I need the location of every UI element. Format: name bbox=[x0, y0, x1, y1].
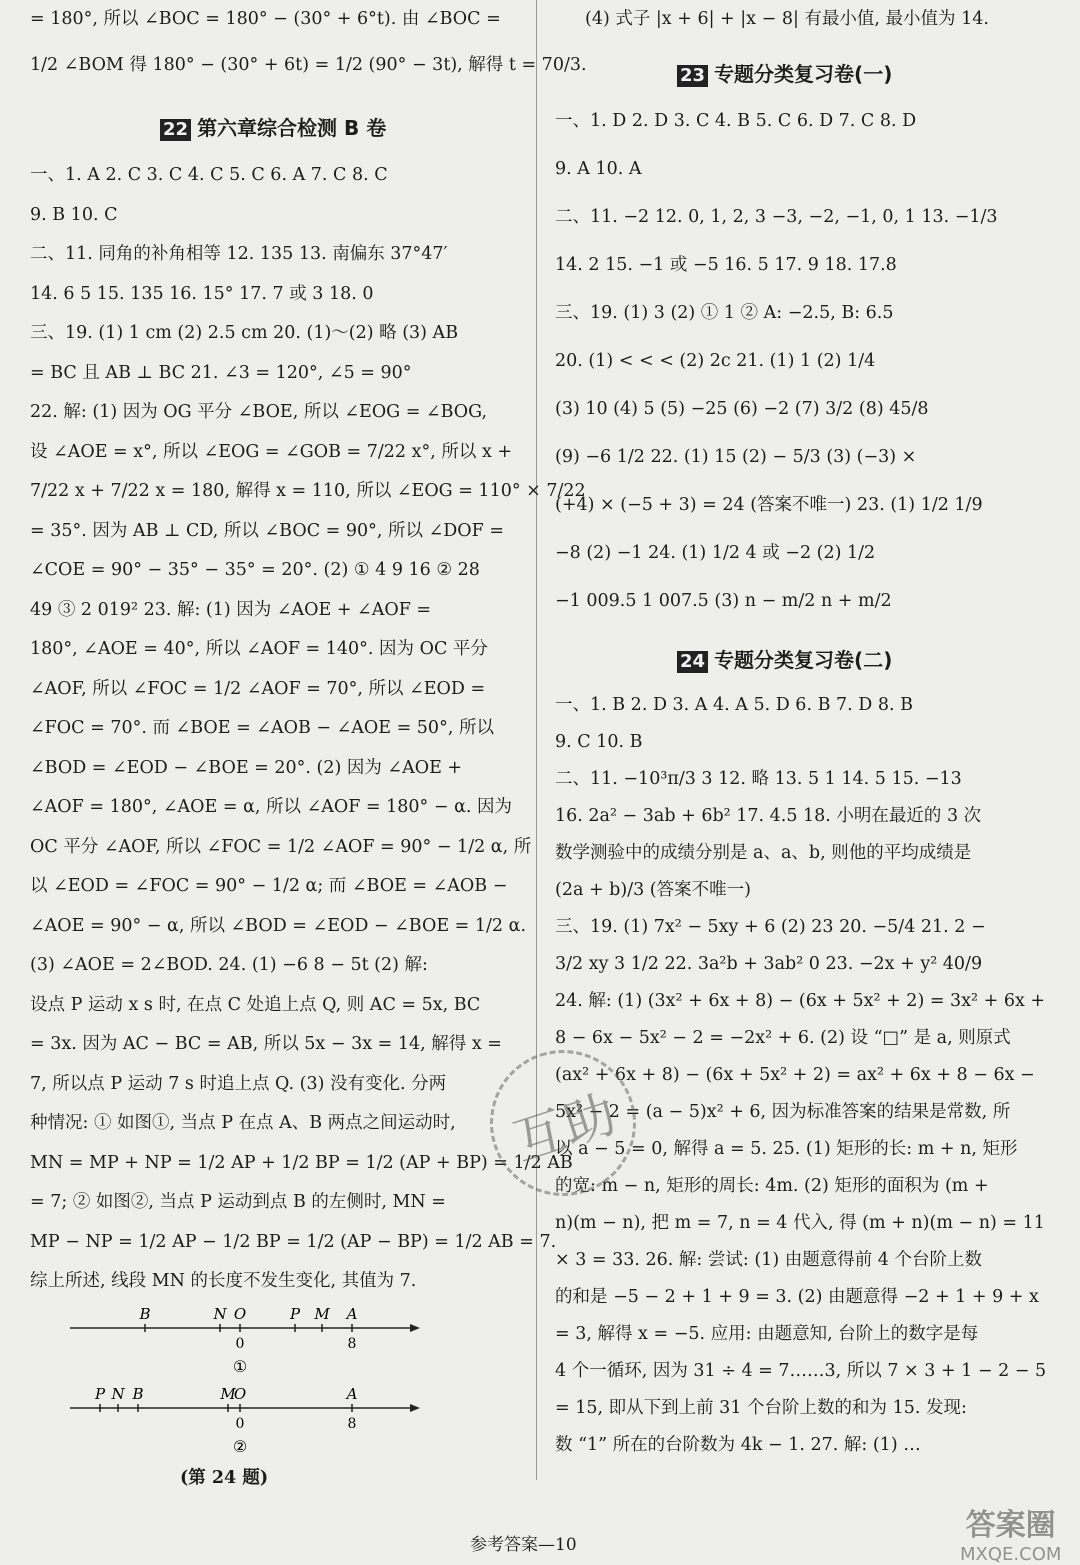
answer-line: 3/2 xy 3 1/2 22. 3a²b + 3ab² 0 23. −2x + y² 40/9 bbox=[555, 954, 983, 974]
answer-line: 一、1. A 2. C 3. C 4. C 5. C 6. A 7. C 8. C bbox=[30, 165, 388, 185]
column-divider bbox=[536, 0, 537, 1480]
section-title: 专题分类复习卷(一) bbox=[714, 62, 893, 86]
answer-line: 14. 2 15. −1 或 −5 16. 5 17. 9 18. 17.8 bbox=[555, 255, 897, 275]
answer-line: ∠AOF, 所以 ∠FOC = 1/2 ∠AOF = 70°, 所以 ∠EOD = bbox=[30, 678, 486, 699]
section-title: 第六章综合检测 B 卷 bbox=[197, 116, 387, 140]
answer-line: × 3 = 33. 26. 解: 尝试: (1) 由题意得前 4 个台阶上数 bbox=[555, 1250, 982, 1270]
answer-line: n)(m − n), 把 m = 7, n = 4 代入, 得 (m + n)(m − n) = 11 bbox=[555, 1213, 1045, 1233]
answer-line: 三、19. (1) 3 (2) ① 1 ② A: −2.5, B: 6.5 bbox=[555, 303, 894, 323]
text-line: = 180°, 所以 ∠BOC = 180° − (30° + 6°t). 由 ∠BOC = bbox=[30, 9, 501, 29]
answer-line: 22. 解: (1) 因为 OG 平分 ∠BOE, 所以 ∠EOG = ∠BOG, bbox=[30, 402, 488, 422]
answer-line: 180°, ∠AOE = 40°, 所以 ∠AOF = 140°. 因为 OC 平分 bbox=[30, 639, 488, 659]
point-label: O bbox=[233, 1385, 247, 1403]
answer-line: 9. A 10. A bbox=[555, 159, 642, 179]
number-line-figures bbox=[60, 1300, 460, 1470]
point-label: B bbox=[132, 1385, 144, 1403]
point-label: A bbox=[346, 1305, 358, 1323]
answer-line: (3) 10 (4) 5 (5) −25 (6) −2 (7) 3/2 (8) 45/8 bbox=[555, 399, 929, 419]
text-line: (4) 式子 |x + 6| + |x − 8| 有最小值, 最小值为 14. bbox=[585, 9, 989, 29]
answer-line: 20. (1) < < < (2) 2c 21. (1) 1 (2) 1/4 bbox=[555, 351, 876, 371]
answer-line: MP − NP = 1/2 AP − 1/2 BP = 1/2 (AP − BP) = 1/2 AB = 7. bbox=[30, 1231, 557, 1252]
page-footer: 参考答案—10 bbox=[470, 1535, 577, 1555]
text-line: 1/2 ∠BOM 得 180° − (30° + 6t) = 1/2 (90° − 3t), 解得 t = 70/3. bbox=[30, 55, 587, 75]
zero-label: 0 bbox=[235, 1416, 245, 1432]
answer-line: 9. C 10. B bbox=[555, 732, 643, 752]
section-number-badge: 24 bbox=[677, 651, 708, 673]
seal-stamp: 互助 bbox=[471, 1031, 655, 1215]
answer-line: 的宽: m − n, 矩形的周长: 4m. (2) 矩形的面积为 (m + bbox=[555, 1176, 989, 1196]
site-watermark: 答案圈 MXQE.COM bbox=[960, 1508, 1062, 1565]
answer-line: 7, 所以点 P 运动 7 s 时追上点 Q. (3) 没有变化. 分两 bbox=[30, 1073, 447, 1094]
section-number-badge: 22 bbox=[160, 119, 191, 141]
answer-line: 二、11. −10³π/3 3 12. 略 13. 5 1 14. 5 15. −13 bbox=[555, 769, 962, 789]
section-heading-24 bbox=[677, 644, 892, 673]
answer-line: ∠AOE = 90° − α, 所以 ∠BOD = ∠EOD − ∠BOE = 1/2 α. bbox=[30, 915, 527, 936]
section-heading-23 bbox=[677, 58, 892, 87]
answer-line: 的和是 −5 − 2 + 1 + 9 = 3. (2) 由题意得 −2 + 1 + 9 + x bbox=[555, 1287, 1039, 1307]
figure-tag: ② bbox=[232, 1437, 248, 1456]
number-line-2 bbox=[70, 1385, 420, 1456]
answer-line: 5x² − 2 = (a − 5)x² + 6, 因为标准答案的结果是常数, 所 bbox=[555, 1102, 1011, 1122]
answer-line: 数学测验中的成绩分别是 a、a、b, 则他的平均成绩是 bbox=[555, 843, 972, 863]
point-label: A bbox=[346, 1385, 358, 1403]
figure-caption: (第 24 题) bbox=[180, 1468, 269, 1488]
number-line-1 bbox=[70, 1305, 420, 1376]
answer-line: ∠BOD = ∠EOD − ∠BOE = 20°. (2) 因为 ∠AOE + bbox=[30, 757, 463, 778]
answer-line: 16. 2a² − 3ab + 6b² 17. 4.5 18. 小明在最近的 3 次 bbox=[555, 806, 982, 826]
answer-line: = 15, 即从下到上前 31 个台阶上数的和为 15. 发现: bbox=[555, 1398, 967, 1418]
answer-line: 设点 P 运动 x s 时, 在点 C 处追上点 Q, 则 AC = 5x, BC bbox=[30, 994, 481, 1015]
answer-line: 一、1. D 2. D 3. C 4. B 5. C 6. D 7. C 8. D bbox=[555, 111, 917, 131]
point-label: P bbox=[289, 1305, 301, 1323]
point-label: N bbox=[111, 1385, 125, 1403]
point-label: B bbox=[139, 1305, 151, 1323]
answer-line: 种情况: ① 如图①, 当点 P 在点 A、B 两点之间运动时, bbox=[30, 1113, 456, 1133]
answer-line: ∠AOF = 180°, ∠AOE = α, 所以 ∠AOF = 180° − α. 因为 bbox=[30, 797, 513, 817]
answer-line: (9) −6 1/2 22. (1) 15 (2) − 5/3 (3) (−3) × bbox=[555, 447, 917, 467]
eight-label: 8 bbox=[347, 1336, 357, 1352]
answer-line: 8 − 6x − 5x² − 2 = −2x² + 6. (2) 设 “□” 是 a, 则原式 bbox=[555, 1028, 1011, 1048]
point-label: P bbox=[94, 1385, 106, 1403]
point-label: M bbox=[220, 1385, 236, 1403]
answer-line: 三、19. (1) 1 cm (2) 2.5 cm 20. (1)～(2) 略 (3) AB bbox=[30, 323, 459, 343]
eight-label: 8 bbox=[347, 1416, 357, 1432]
answer-line: 一、1. B 2. D 3. A 4. A 5. D 6. B 7. D 8. B bbox=[555, 695, 913, 715]
answer-line: = 3x. 因为 AC − BC = AB, 所以 5x − 3x = 14, 解得 x = bbox=[30, 1034, 502, 1054]
answer-line: (2a + b)/3 (答案不唯一) bbox=[555, 880, 751, 900]
answer-line: 9. B 10. C bbox=[30, 204, 118, 225]
point-label: N bbox=[213, 1305, 227, 1323]
answer-line: 7/22 x + 7/22 x = 180, 解得 x = 110, 所以 ∠EOG = 110° × 7/22 bbox=[30, 481, 586, 501]
answer-line: 设 ∠AOE = x°, 所以 ∠EOG = ∠GOB = 7/22 x°, 所以 x + bbox=[30, 441, 513, 462]
answer-line: = 3, 解得 x = −5. 应用: 由题意知, 台阶上的数字是每 bbox=[555, 1324, 979, 1344]
answer-line: 49 ③ 2 019² 23. 解: (1) 因为 ∠AOE + ∠AOF = bbox=[30, 599, 432, 620]
answer-line: 24. 解: (1) (3x² + 6x + 8) − (6x + 5x² + 2) = 3x² + 6x + bbox=[555, 991, 1046, 1011]
answer-line: −8 (2) −1 24. (1) 1/2 4 或 −2 (2) 1/2 bbox=[555, 543, 876, 563]
answer-line: (3) ∠AOE = 2∠BOD. 24. (1) −6 8 − 5t (2) 解: bbox=[30, 955, 428, 975]
section-title: 专题分类复习卷(二) bbox=[714, 648, 893, 672]
answer-line: ∠FOC = 70°. 而 ∠BOE = ∠AOB − ∠AOE = 50°, 所以 bbox=[30, 718, 494, 738]
section-number-badge: 23 bbox=[677, 65, 708, 87]
answer-line: ∠COE = 90° − 35° − 35° = 20°. (2) ① 4 9 16 ② 28 bbox=[30, 560, 480, 580]
answer-line: (+4) × (−5 + 3) = 24 (答案不唯一) 23. (1) 1/2 1/9 bbox=[555, 495, 983, 515]
answer-line: = 7; ② 如图②, 当点 P 运动到点 B 的左侧时, MN = bbox=[30, 1192, 446, 1212]
answer-line: 二、11. 同角的补角相等 12. 135 13. 南偏东 37°47′ bbox=[30, 244, 448, 264]
answer-line: = 35°. 因为 AB ⊥ CD, 所以 ∠BOC = 90°, 所以 ∠DOF = bbox=[30, 520, 504, 541]
answer-line: 综上所述, 线段 MN 的长度不发生变化, 其值为 7. bbox=[30, 1271, 417, 1291]
answer-line: 以 ∠EOD = ∠FOC = 90° − 1/2 α; 而 ∠BOE = ∠AOB − bbox=[30, 876, 508, 896]
answer-line: 数 “1” 所在的台阶数为 4k − 1. 27. 解: (1) … bbox=[555, 1435, 921, 1455]
zero-label: 0 bbox=[235, 1336, 245, 1352]
answer-line: = BC 且 AB ⊥ BC 21. ∠3 = 120°, ∠5 = 90° bbox=[30, 362, 412, 383]
answer-line: 三、19. (1) 7x² − 5xy + 6 (2) 23 20. −5/4 21. 2 − bbox=[555, 917, 986, 937]
answer-line: 二、11. −2 12. 0, 1, 2, 3 −3, −2, −1, 0, 1 13. −1/3 bbox=[555, 207, 998, 227]
answer-line: 4 个一循环, 因为 31 ÷ 4 = 7……3, 所以 7 × 3 + 1 − 2 − 5 bbox=[555, 1361, 1047, 1381]
answer-line: OC 平分 ∠AOF, 所以 ∠FOC = 1/2 ∠AOF = 90° − 1/2 α, 所 bbox=[30, 836, 532, 857]
answer-line: (ax² + 6x + 8) − (6x + 5x² + 2) = ax² + 6x + 8 − 6x − bbox=[555, 1065, 1035, 1085]
answer-line: 以 a − 5 = 0, 解得 a = 5. 25. (1) 矩形的长: m + n, 矩形 bbox=[555, 1139, 1018, 1159]
point-label: M bbox=[314, 1305, 330, 1323]
answer-line: MN = MP + NP = 1/2 AP + 1/2 BP = 1/2 (AP + BP) = 1/2 AB bbox=[30, 1152, 573, 1173]
answer-line: 14. 6 5 15. 135 16. 15° 17. 7 或 3 18. 0 bbox=[30, 283, 374, 304]
answer-line: −1 009.5 1 007.5 (3) n − m/2 n + m/2 bbox=[555, 591, 892, 611]
section-heading-22 bbox=[160, 112, 386, 141]
point-label: O bbox=[233, 1305, 247, 1323]
figure-tag: ① bbox=[232, 1357, 248, 1376]
